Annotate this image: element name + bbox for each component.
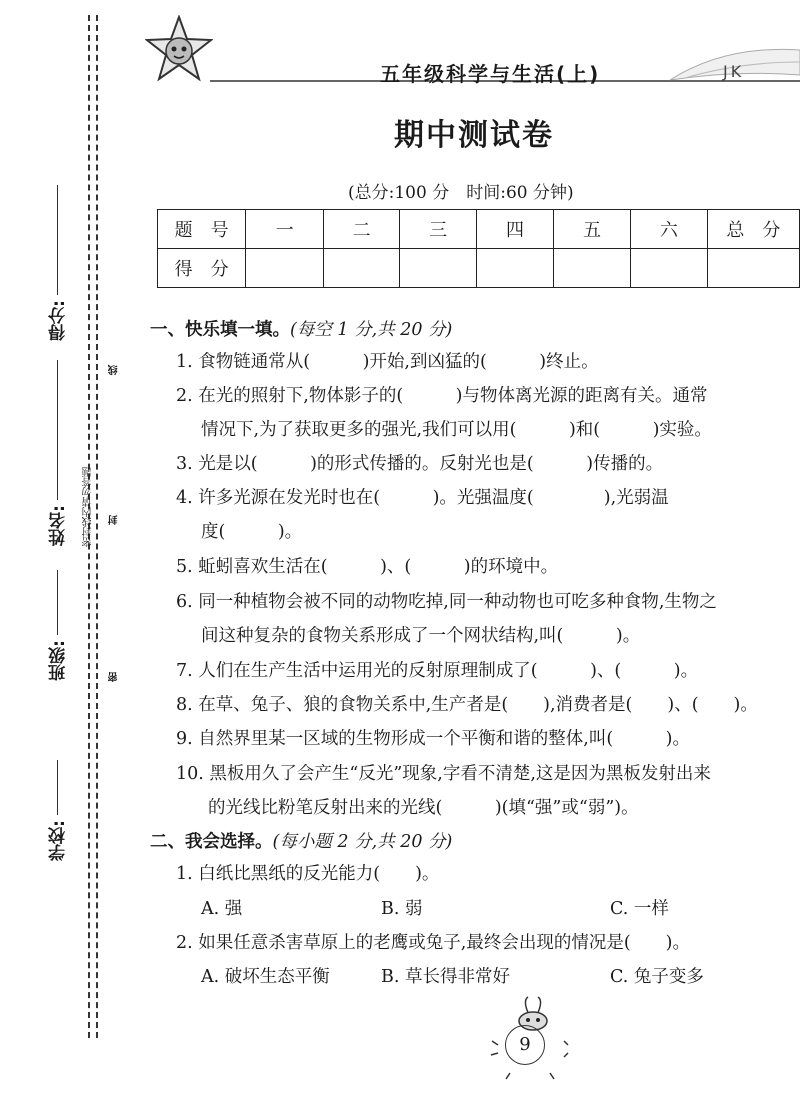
question-line: 4. 许多光源在发光时也在( )。光强温度( ),光弱温 <box>176 488 669 508</box>
question-line: 2. 在光的照射下,物体影子的( )与物体离光源的距离有关。通常 <box>176 386 708 406</box>
margin-notice: 密封线内请勿答题 <box>83 467 94 547</box>
score-cell: 四 <box>477 210 554 249</box>
series-title: 五年级科学与生活(上) <box>380 62 601 86</box>
score-input-cell[interactable] <box>400 249 477 288</box>
question-line: 2. 如果任意杀害草原上的老鹰或兔子,最终会出现的情况是( )。 <box>176 933 690 953</box>
score-cell: 一 <box>246 210 324 249</box>
margin-feng: 封 <box>109 515 120 525</box>
question-line: 的光线比粉笔反射出来的光线( )(填“强”或“弱”)。 <box>208 798 639 818</box>
option-b: B. 草长得非常好 <box>381 967 510 987</box>
margin-name-label: 姓名: <box>49 505 69 546</box>
score-table <box>157 209 800 288</box>
question-line: 情况下,为了获取更多的强光,我们可以用( )和( )实验。 <box>201 420 712 440</box>
score-cell-label: 得 分 <box>158 249 246 288</box>
question-line: 6. 同一种植物会被不同的动物吃掉,同一种动物也可吃多种食物,生物之 <box>176 592 717 612</box>
section-2-title: 二、我会选择。 <box>150 832 273 852</box>
edition-mark: JK <box>723 62 745 81</box>
score-cell: 五 <box>554 210 631 249</box>
binding-line-inner <box>96 15 98 1038</box>
margin-school-label: 学校: <box>49 820 69 861</box>
page-title: 期中测试卷 <box>394 118 554 153</box>
score-input-cell[interactable] <box>554 249 631 288</box>
margin-score-label: 得分: <box>49 300 69 341</box>
margin-school-line <box>57 760 58 815</box>
score-table-score-row <box>158 249 800 288</box>
star-mascot-icon <box>145 15 213 83</box>
margin-class-label: 班级: <box>49 640 69 681</box>
question-line: 1. 白纸比黑纸的反光能力( )。 <box>176 864 440 884</box>
question-line: 1. 食物链通常从( )开始,到凶猛的( )终止。 <box>176 352 599 372</box>
margin-mi: 密 <box>109 672 120 682</box>
question-line: 间这种复杂的食物关系形成了一个网状结构,叫( )。 <box>201 626 641 646</box>
score-input-cell[interactable] <box>324 249 400 288</box>
question-line: 9. 自然界里某一区域的生物形成一个平衡和谐的整体,叫( )。 <box>176 729 690 749</box>
margin-class-line <box>57 570 58 635</box>
margin-name-line <box>57 360 58 500</box>
option-c: C. 兔子变多 <box>610 967 704 987</box>
score-input-cell[interactable] <box>246 249 324 288</box>
section-1-note: (每空 1 分,共 20 分) <box>290 320 453 340</box>
option-c: C. 一样 <box>610 899 669 919</box>
score-cell: 三 <box>400 210 477 249</box>
question-line: 5. 蚯蚓喜欢生活在( )、( )的环境中。 <box>176 557 559 577</box>
question-line: 7. 人们在生产生活中运用光的反射原理制成了( )、( )。 <box>176 661 699 681</box>
score-cell-label: 题 号 <box>158 210 246 249</box>
section-1-heading <box>150 316 452 341</box>
score-cell-total: 总 分 <box>707 210 799 249</box>
section-1-title: 一、快乐填一填。 <box>150 320 290 340</box>
score-input-cell[interactable] <box>630 249 707 288</box>
score-cell: 六 <box>630 210 707 249</box>
option-b: B. 弱 <box>381 899 423 919</box>
score-input-cell[interactable] <box>707 249 799 288</box>
option-a: A. 强 <box>201 899 243 919</box>
exam-info: (总分:100 分 时间:60 分钟) <box>348 183 574 203</box>
page-number: 9 <box>505 1025 545 1065</box>
section-2-heading <box>150 828 452 853</box>
option-a: A. 破坏生态平衡 <box>201 967 330 987</box>
question-line: 8. 在草、兔子、狼的食物关系中,生产者是( ),消费者是( )、( )。 <box>176 695 758 715</box>
margin-xian: 线 <box>109 365 120 375</box>
score-input-cell[interactable] <box>477 249 554 288</box>
score-cell: 二 <box>324 210 400 249</box>
question-line: 度( )。 <box>201 522 303 542</box>
section-2-note: (每小题 2 分,共 20 分) <box>272 832 453 852</box>
question-line: 10. 黑板用久了会产生“反光”现象,字看不清楚,这是因为黑板发射出来 <box>176 764 711 784</box>
margin-score-line <box>57 185 58 295</box>
question-line: 3. 光是以( )的形式传播的。反射光也是( )传播的。 <box>176 454 664 474</box>
score-table-header-row <box>158 210 800 249</box>
